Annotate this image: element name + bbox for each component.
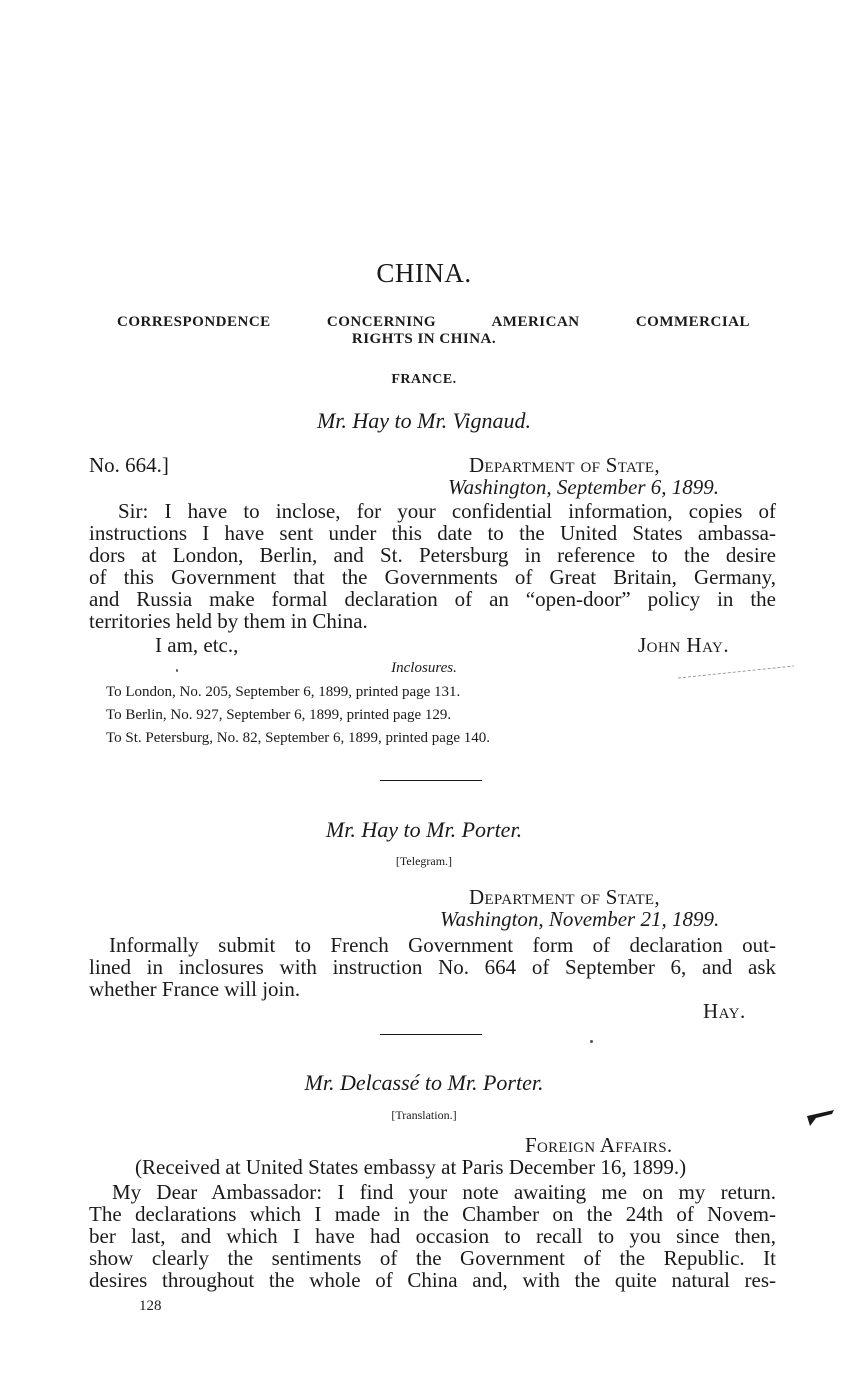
letter2-body (89, 934, 776, 1000)
body-line: Informally submit to French Government form of declaration out- (109, 933, 776, 957)
letter1-place-date: Washington, September 6, 1899. (448, 475, 720, 499)
body-line: desires throughout the whole of China and, with the quite natural res- (89, 1268, 776, 1292)
inclosure-item: To St. Petersburg, No. 82, September 6, 1899, printed page 140. (106, 730, 491, 746)
body-line: show clearly the sentiments of the Government of the Republic. It (89, 1246, 776, 1270)
country-heading: FRANCE. (391, 372, 457, 387)
subtitle-line-1: CORRESPONDENCE CONCERNING AMERICAN COMMERCIAL (117, 314, 750, 330)
inclosure-item: To London, No. 205, September 6, 1899, printed page 131. (106, 684, 461, 700)
body-line: instructions I have sent under this date to the United States ambassa- (89, 521, 776, 545)
letter1-body (89, 500, 776, 632)
body-line: whether France will join. (89, 977, 301, 1001)
body-line: My Dear Ambassador: I find your note awaiting me on my return. (112, 1180, 776, 1204)
letter1-heading: Mr. Hay to Mr. Vignaud. (316, 408, 532, 433)
body-line: and Russia make formal declaration of an “open-door” policy in the (89, 587, 776, 611)
letter1-signature: John Hay. (638, 633, 730, 657)
body-line: of this Government that the Governments of Great Britain, Germany, (89, 565, 776, 589)
body-line: The declarations which I made in the Chamber on the 24th of Novem- (89, 1202, 776, 1226)
letter3-body (89, 1181, 776, 1291)
section-divider (380, 1034, 482, 1035)
letter2-department: Department of State, (469, 885, 660, 909)
body-line: lined in inclosures with instruction No. 664 of September 6, and ask (89, 955, 776, 979)
letter2-heading: Mr. Hay to Mr. Porter. (325, 817, 523, 842)
letter3-received: (Received at United States embassy at Paris December 16, 1899.) (135, 1155, 687, 1179)
body-line: Sir: I have to inclose, for your confidential information, copies of (118, 499, 776, 523)
ink-mark-decoration (806, 1108, 836, 1128)
page-number: 128 (139, 1298, 162, 1314)
speck-decoration (590, 1040, 593, 1043)
letter2-signature: Hay. (703, 999, 746, 1023)
letter2-place-date: Washington, November 21, 1899. (440, 907, 720, 931)
body-line: ber last, and which I have had occasion to recall to you since then, (89, 1224, 776, 1248)
letter2-type: [Telegram.] (395, 854, 453, 868)
page-title: CHINA. (376, 258, 472, 288)
subtitle-line-2: RIGHTS IN CHINA. (351, 331, 497, 347)
letter3-heading: Mr. Delcassé to Mr. Porter. (304, 1070, 544, 1095)
inclosure-item: To Berlin, No. 927, September 6, 1899, printed page 129. (106, 707, 452, 723)
body-line: dors at London, Berlin, and St. Petersburg in reference to the desire (89, 543, 776, 567)
letter3-type: [Translation.] (391, 1108, 457, 1122)
letter1-closing: I am, etc., (155, 633, 239, 657)
inclosures-heading: Inclosures. (391, 660, 457, 676)
letter1-number: No. 664.] (89, 453, 169, 477)
body-line: territories held by them in China. (89, 609, 368, 633)
letter3-department: Foreign Affairs. (525, 1133, 673, 1157)
section-divider (380, 780, 482, 781)
faint-stroke-decoration (676, 660, 796, 680)
speck-decoration (176, 669, 178, 672)
letter1-department: Department of State, (469, 453, 660, 477)
